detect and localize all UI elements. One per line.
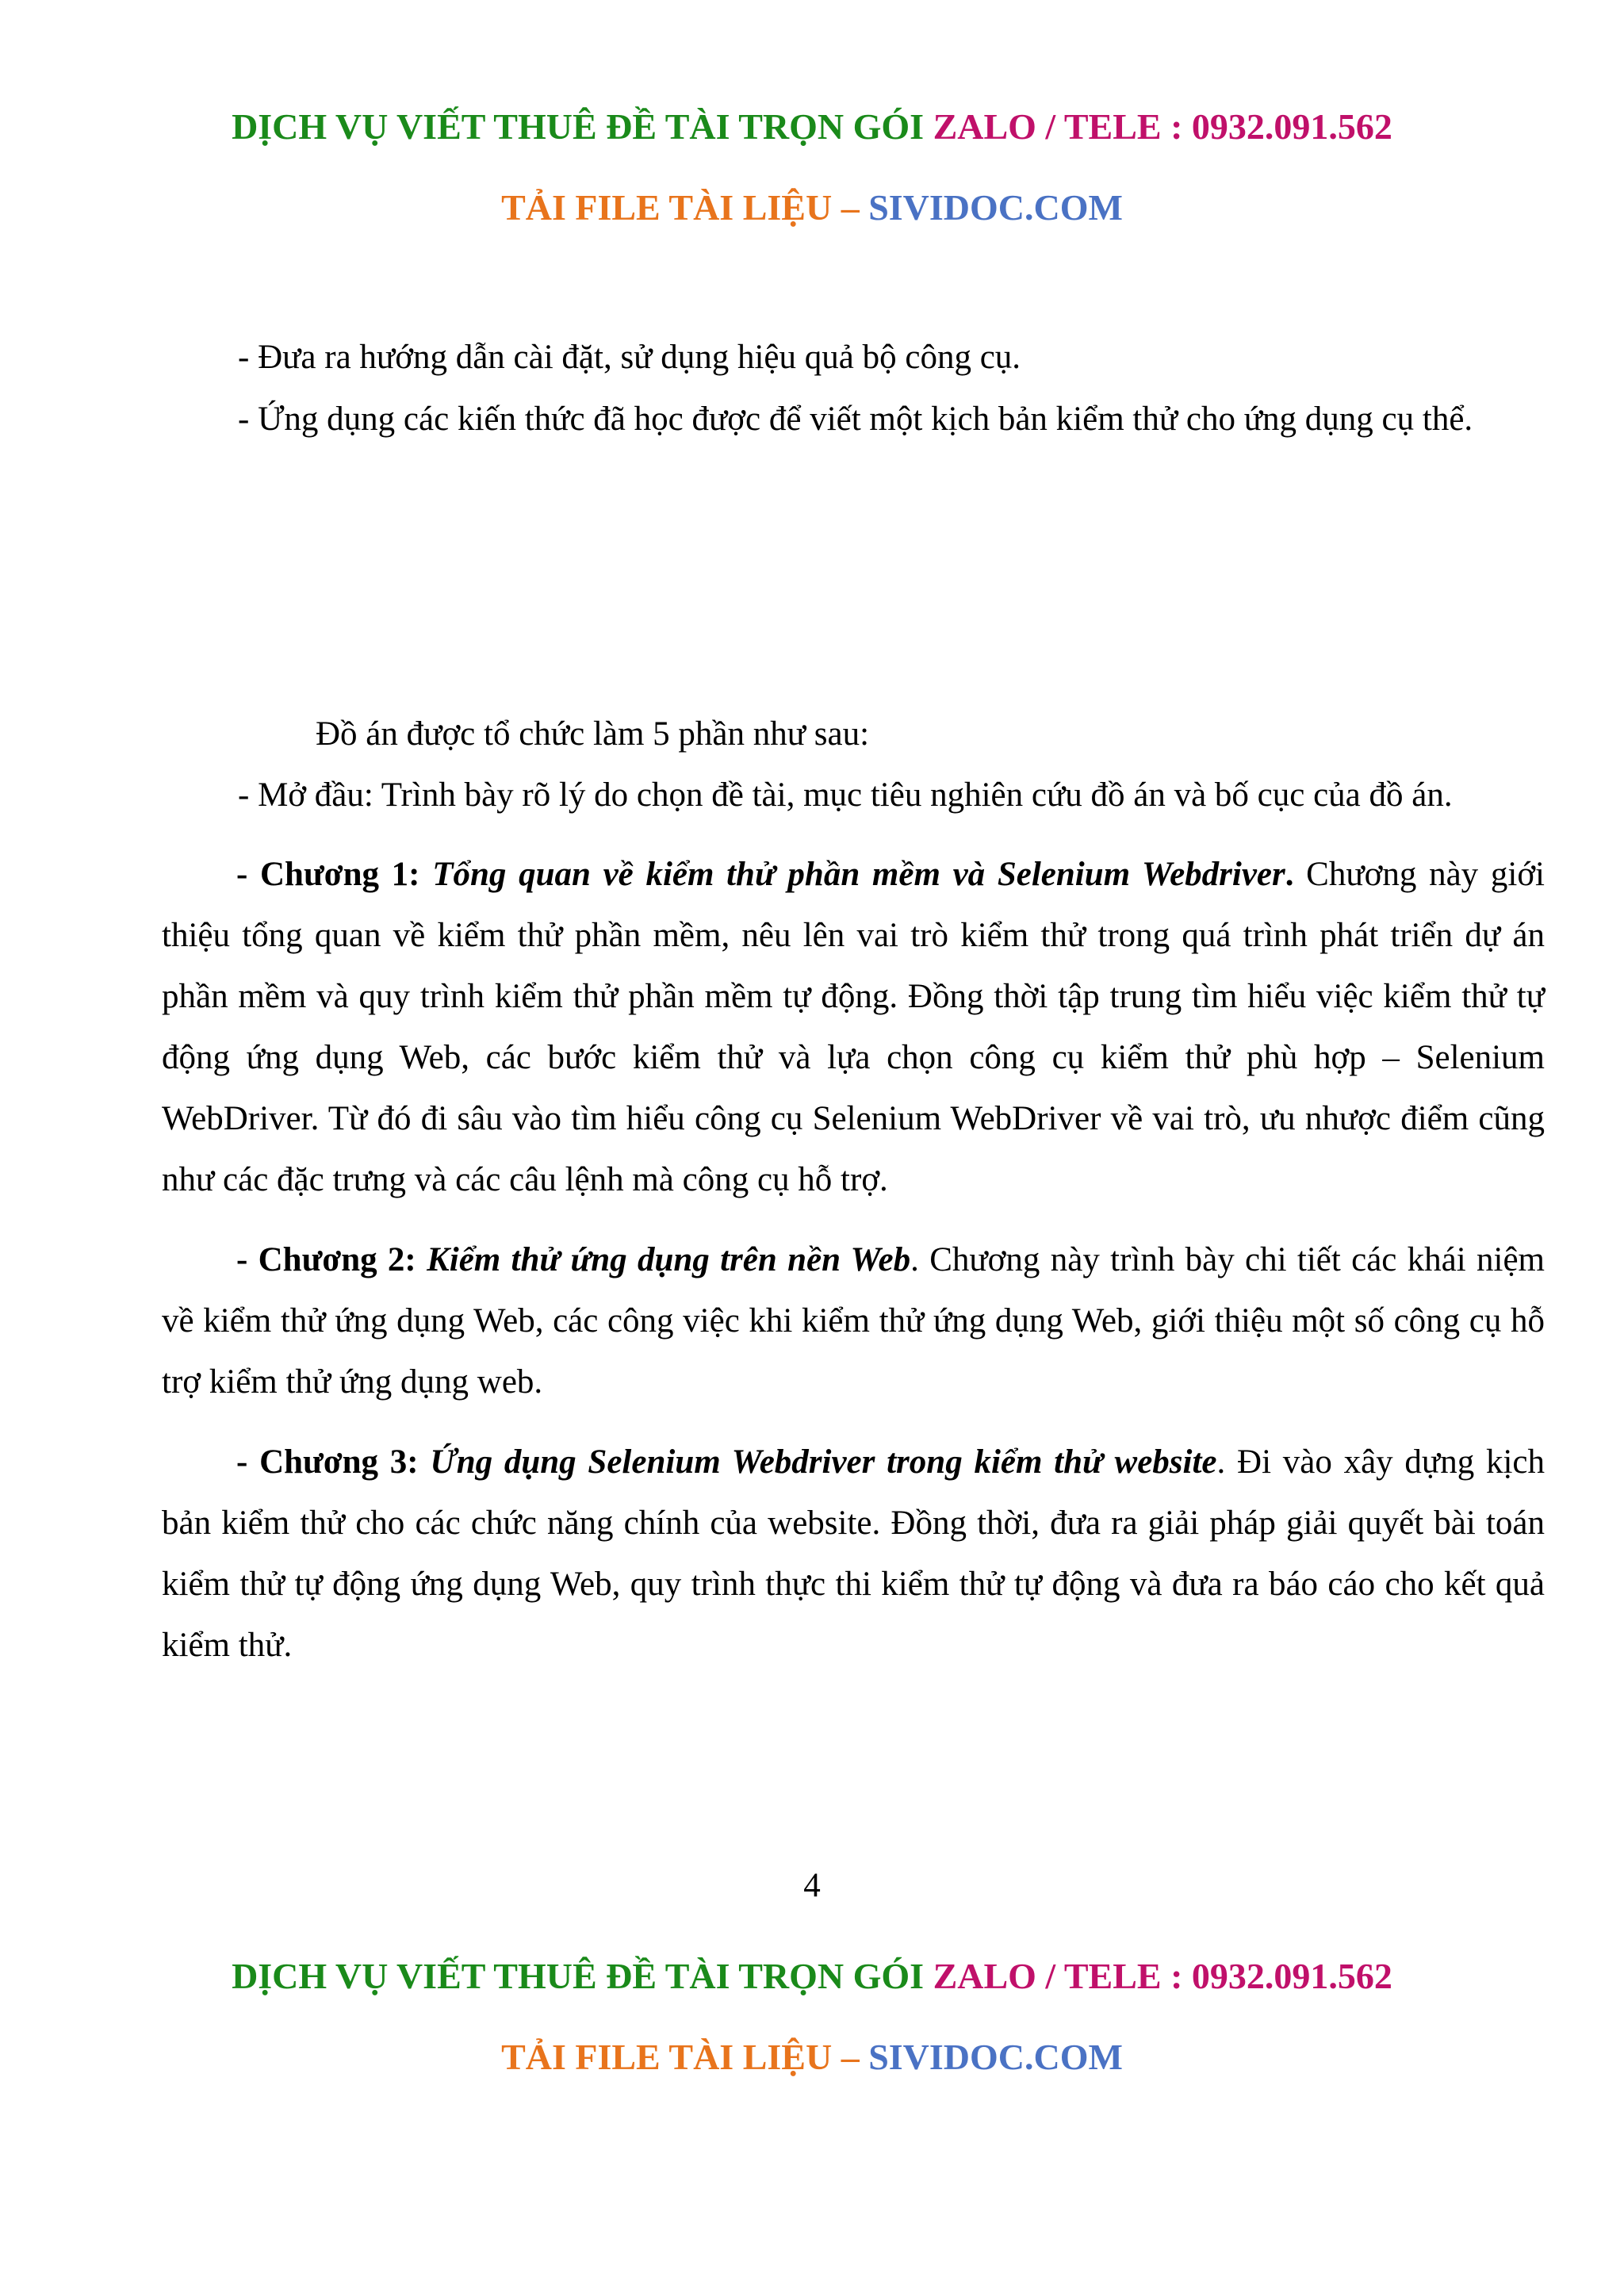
site-link[interactable]: SIVIDOC.COM [868,187,1123,228]
chapter-title-punct: . [1285,856,1294,893]
footer-service-banner [0,1953,1624,2000]
chapter-label: - Chương 1: [236,856,433,893]
download-text: TẢI FILE TÀI LIỆU [501,2037,833,2077]
page-number: 4 [803,1867,821,1904]
contact-text: ZALO / TELE : 0932.091.562 [933,1956,1392,1996]
service-text: DỊCH VỤ VIẾT THUÊ ĐỀ TÀI TRỌN GÓI [232,1956,925,1996]
footer-download-banner [0,2033,1624,2081]
banner-dash: – [832,2037,869,2077]
chapter-body: Chương này giới thiệu tổng quan về kiểm thử phần mềm, nêu lên vai trò kiểm thử trong quá trình phát triển dự án phần mềm và quy trình kiểm thử phần mềm tự động. Đồng thời tập trung tìm hiểu việc kiểm thử tự động ứng dụng Web, các bước kiểm thử và lựa chọn công cụ kiểm thử phù hợp – Selenium WebDriver. Từ đó đi sâu vào tìm hiểu công cụ Selenium WebDriver về vai trò, ưu nhược điểm cũng như các đặc trưng và các câu lệnh mà công cụ hỗ trợ. [162,856,1545,1198]
opening-item: - Mở đầu: Trình bày rõ lý do chọn đề tài, mục tiêu nghiên cứu đồ án và bố cục của đồ án. [238,776,1453,814]
service-text: DỊCH VỤ VIẾT THUÊ ĐỀ TÀI TRỌN GÓI [232,106,925,147]
contact-text: ZALO / TELE : 0932.091.562 [933,106,1392,147]
site-link[interactable]: SIVIDOC.COM [868,2037,1123,2077]
chapter-paragraph [162,1229,1545,1412]
chapter-title: Ứng dụng Selenium Webdriver trong kiểm thử website [430,1443,1217,1481]
chapter-label: - Chương 2: [236,1241,427,1278]
chapter-title: Tổng quan về kiểm thử phần mềm và Selenium Webdriver [432,856,1285,893]
chapter-title: Kiểm thử ứng dụng trên nền Web [427,1241,911,1278]
header-service-banner [0,103,1624,151]
banner-dash: – [832,187,869,228]
structure-intro: Đồ án được tổ chức làm 5 phần như sau: [316,715,870,753]
chapter-label: - Chương 3: [236,1443,431,1481]
chapter-paragraph [162,844,1545,1210]
download-text: TẢI FILE TÀI LIỆU [501,187,833,228]
header-download-banner [0,184,1624,232]
chapter-body: . Đi vào xây dựng kịch bản kiểm thử cho các chức năng chính của website. Đồng thời, đưa ra giải pháp giải quyết bài toán kiểm thử tự động ứng dụng Web, quy trình thực thi kiểm thử tự động và đưa ra báo cáo cho kết quả kiểm thử. [162,1443,1545,1664]
goal-item: - Đưa ra hướng dẫn cài đặt, sử dụng hiệu quả bộ công cụ. [238,339,1021,376]
chapter-paragraph [162,1432,1545,1676]
goal-item: - Ứng dụng các kiến thức đã học được để viết một kịch bản kiểm thử cho ứng dụng cụ thể. [238,401,1473,438]
chapter-body: . Chương này trình bày chi tiết các khái niệm về kiểm thử ứng dụng Web, các công việc khi kiểm thử ứng dụng Web, giới thiệu một số công cụ hỗ trợ kiểm thử ứng dụng web. [162,1241,1545,1401]
